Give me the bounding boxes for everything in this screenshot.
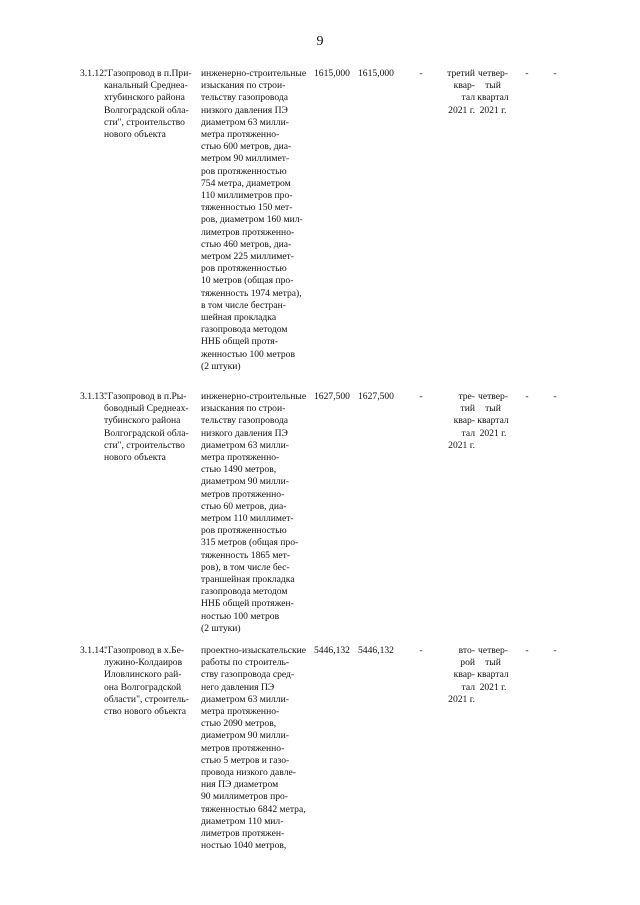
work-description xyxy=(201,391,310,635)
text-line: низкого давления ПЭ xyxy=(201,104,288,116)
text-line: стью 1490 метров, xyxy=(201,464,277,476)
amount-federal: - xyxy=(419,645,423,656)
text-line: диаметром 90 милли- xyxy=(201,730,289,742)
text-line: диаметром 90 милли- xyxy=(201,476,289,488)
text-line: третий xyxy=(447,68,475,79)
text-line: стью 600 метров, диа- xyxy=(201,141,292,153)
column-empty-1: - xyxy=(525,645,529,656)
text-line: метром 110 миллимет- xyxy=(201,513,294,525)
amount-federal: - xyxy=(419,68,423,79)
text-line: тал xyxy=(461,427,475,439)
text-line: диаметром 110 мил- xyxy=(201,815,284,827)
text-line: квар- xyxy=(453,80,475,92)
amount-total: 1615,000 xyxy=(314,68,350,79)
text-line: "Газопровод в х.Бе- xyxy=(104,645,185,656)
text-line: 2021 г. xyxy=(479,681,507,693)
text-line: рой xyxy=(460,657,475,669)
text-line: ностью 100 метров xyxy=(201,610,280,622)
text-line: "Газопровод в п.Ры- xyxy=(104,391,187,402)
text-line: ров), в том числе бес- xyxy=(201,561,290,573)
text-line: ство нового объекта xyxy=(104,706,186,718)
text-line: Иловлинского рай- xyxy=(104,669,182,681)
text-line: проектно-изыскательские xyxy=(201,645,307,656)
start-period xyxy=(437,68,475,117)
text-line: тый xyxy=(485,403,501,415)
text-line: 754 метра, диаметром xyxy=(201,177,291,189)
text-line: она Волгоградской xyxy=(104,681,182,693)
page-number: 9 xyxy=(316,34,324,49)
text-line: "Газопровод в п.При- xyxy=(104,68,192,79)
text-line: 2021 г. xyxy=(448,439,475,451)
text-line: ству газопровода сред- xyxy=(201,669,295,681)
amount-total: 5446,132 xyxy=(314,645,350,656)
text-line: ров протяженностью xyxy=(201,165,287,177)
end-period xyxy=(474,68,512,117)
text-line: стью 2090 метров, xyxy=(201,718,277,730)
text-line: провода низкого давле- xyxy=(201,767,296,779)
text-line: диаметром 63 милли- xyxy=(201,693,289,705)
text-line: Волгоградской обла- xyxy=(104,427,189,439)
text-line: сти", строительство xyxy=(104,439,185,451)
end-period xyxy=(474,391,512,440)
text-line: тал xyxy=(461,92,475,104)
column-empty-2: - xyxy=(553,645,557,656)
text-line: лиметров протяженно- xyxy=(201,226,295,238)
text-line: ров протяженностью xyxy=(201,263,287,275)
text-line: квартал xyxy=(477,669,509,681)
object-name xyxy=(104,68,194,141)
text-line: изыскания по строи- xyxy=(201,403,286,415)
text-line: сти", строительство xyxy=(104,116,185,128)
text-line: боводный Среднеах- xyxy=(104,403,189,415)
text-line: стью 60 метров, диа- xyxy=(201,500,287,512)
start-period xyxy=(437,645,475,706)
text-line: тал xyxy=(461,681,475,693)
text-line: (2 штуки) xyxy=(201,360,241,372)
text-line: квар- xyxy=(453,669,475,681)
text-line: женностью 100 метров xyxy=(201,348,296,360)
text-line: 10 метров (общая про- xyxy=(201,275,294,287)
text-line: тый xyxy=(485,80,501,92)
text-line: (2 штуки) xyxy=(201,622,241,634)
text-line: метра протяженно- xyxy=(201,129,280,141)
text-line: инженерно-строительные xyxy=(201,68,307,79)
work-description xyxy=(201,645,310,852)
text-line: тельству газопровода xyxy=(201,415,289,427)
text-line: хтубинского района xyxy=(104,92,185,104)
column-empty-1: - xyxy=(525,391,529,402)
text-line: ностью 1040 метров, xyxy=(201,840,287,852)
text-line: ННБ общей протя- xyxy=(201,336,278,348)
text-line: метром 225 миллимет- xyxy=(201,251,294,263)
object-name xyxy=(104,391,194,464)
text-line: 2021 г. xyxy=(479,427,507,439)
text-line: газопровода методом xyxy=(201,324,288,336)
text-line: метров протяженно- xyxy=(201,488,285,500)
text-line: квартал xyxy=(477,92,509,104)
text-line: вто- xyxy=(458,645,475,656)
text-line: лужино-Колдаиров xyxy=(104,657,183,669)
text-line: четвер- xyxy=(478,645,508,656)
text-line: тий xyxy=(460,403,475,415)
text-line: квартал xyxy=(477,415,509,427)
text-line: 110 миллиметров про- xyxy=(201,190,293,202)
amount-federal: - xyxy=(419,391,423,402)
text-line: 2021 г. xyxy=(479,104,507,116)
text-line: в том числе бестран- xyxy=(201,299,286,311)
text-line: области", строитель- xyxy=(104,693,189,705)
text-line: тяженностью 150 мет- xyxy=(201,202,293,214)
end-period xyxy=(474,645,512,694)
amount-total: 1627,500 xyxy=(314,391,350,402)
text-line: диаметром 63 милли- xyxy=(201,439,289,451)
text-line: четвер- xyxy=(478,68,508,79)
text-line: тельству газопровода xyxy=(201,92,289,104)
text-line: тый xyxy=(485,657,501,669)
text-line: него давления ПЭ xyxy=(201,681,275,693)
column-empty-1: - xyxy=(525,68,529,79)
text-line: тяженность 1865 мет- xyxy=(201,549,291,561)
text-line: тре- xyxy=(458,391,475,402)
text-line: шейная прокладка xyxy=(201,312,277,324)
text-line: изыскания по строи- xyxy=(201,80,286,92)
text-line: метра протяженно- xyxy=(201,706,280,718)
text-line: стью 460 метров, диа- xyxy=(201,238,292,250)
text-line: стью 5 метров и газо- xyxy=(201,754,290,766)
text-line: диаметром 63 милли- xyxy=(201,116,289,128)
item-number: 3.1.13. xyxy=(80,391,107,402)
text-line: траншейная прокладка xyxy=(201,574,295,586)
text-line: нового объекта xyxy=(104,452,166,464)
text-line: лиметров протяжен- xyxy=(201,828,285,840)
text-line: 2021 г. xyxy=(448,104,475,116)
work-description xyxy=(201,68,310,373)
text-line: ННБ общей протяжен- xyxy=(201,598,294,610)
text-line: канальный Среднеа- xyxy=(104,80,188,92)
text-line: метра протяженно- xyxy=(201,452,280,464)
text-line: 2021 г. xyxy=(448,693,475,705)
text-line: четвер- xyxy=(478,391,508,402)
text-line: Волгоградской обла- xyxy=(104,104,189,116)
text-line: тяженностью 6842 метра, xyxy=(201,803,306,815)
text-line: метром 90 миллимет- xyxy=(201,153,290,165)
text-line: 315 метров (общая про- xyxy=(201,537,299,549)
text-line: нового объекта xyxy=(104,129,166,141)
text-line: газопровода методом xyxy=(201,586,288,598)
text-line: работы по строитель- xyxy=(201,657,290,669)
amount-regional: 1627,500 xyxy=(358,391,394,402)
text-line: метров протяженно- xyxy=(201,742,285,754)
text-line: инженерно-строительные xyxy=(201,391,307,402)
item-number: 3.1.14. xyxy=(80,645,107,656)
text-line: низкого давления ПЭ xyxy=(201,427,288,439)
text-line: ров, диаметром 160 мил- xyxy=(201,214,303,226)
object-name xyxy=(104,645,194,718)
amount-regional: 1615,000 xyxy=(358,68,394,79)
item-number: 3.1.12. xyxy=(80,68,107,79)
column-empty-2: - xyxy=(553,391,557,402)
column-empty-2: - xyxy=(553,68,557,79)
text-line: ния ПЭ диаметром xyxy=(201,779,279,791)
text-line: ров протяженностью xyxy=(201,525,287,537)
amount-regional: 5446,132 xyxy=(358,645,394,656)
text-line: тяженность 1974 метра), xyxy=(201,287,302,299)
text-line: квар- xyxy=(453,415,475,427)
start-period xyxy=(437,391,475,452)
text-line: 90 миллиметров про- xyxy=(201,791,288,803)
text-line: тубинского района xyxy=(104,415,181,427)
